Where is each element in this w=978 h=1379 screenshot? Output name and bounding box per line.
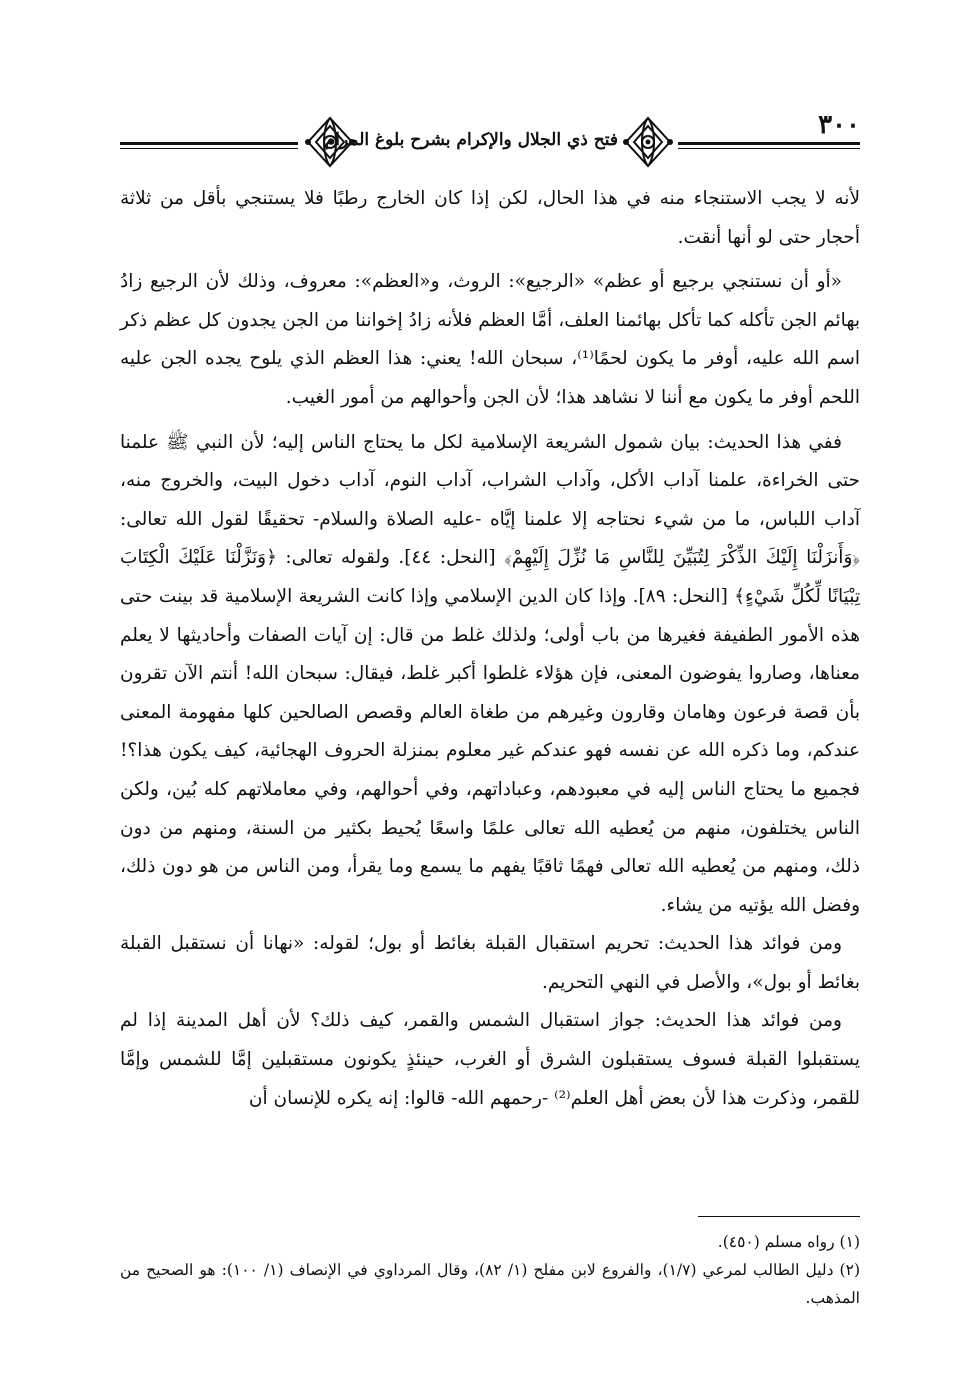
paragraph: «أو أن نستنجي برجيع أو عظم» «الرجيع»: الروث، و«العظم»: معروف، وذلك لأن الرجيع زادُ بهائم الجن تأكله كما تأكل بهائمنا العلف، أمَّا العظم فلأنه زادُ إخواننا من الجن يجدون كل عظم ذكر اسم الله عليه، أوفر ما يكون لحمًا⁽¹⁾، سبحان الله! يعني: هذا العظم الذي يلوح يجده الجن عليه اللحم أوفر ما يكون مع أننا لا نشاهد هذا؛ لأن الجن وأحوالهم من أمور الغيب. <box>120 271 860 408</box>
book-title: فتح ذي الجلال والإكرام بشرح بلوغ المرام <box>324 130 618 150</box>
paragraph: ومن فوائد هذا الحديث: جواز استقبال الشمس والقمر، كيف ذلك؟ لأن أهل المدينة إذا لم يستقبلوا القبلة فسوف يستقبلون الشرق أو الغرب، حينئذٍ يكونون مستقبلين إمَّا للشمس وإمَّا للقمر، وذكرت هذا لأن بعض أهل العلم⁽²⁾ -رحمهم الله- قالوا: إنه يكره للإنسان أن <box>120 1010 860 1109</box>
header-rule-left-thin <box>120 148 298 149</box>
paragraph: ومن فوائد هذا الحديث: تحريم استقبال القبلة بغائط أو بول؛ لقوله: «نهانا أن نستقبل القبلة بغائط أو بول»، والأصل في النهي التحريم. <box>120 933 860 993</box>
header-rule-right <box>678 142 860 145</box>
paragraph: لأنه لا يجب الاستنجاء منه في هذا الحال، لكن إذا كان الخارج رطبًا فلا يستنجي بأقل من ثلاثة أحجار حتى لو أنها أنقت. <box>120 188 860 248</box>
paragraph: ففي هذا الحديث: بيان شمول الشريعة الإسلامية لكل ما يحتاج الناس إليه؛ لأن النبي ﷺ علمنا حتى الخراءة، علمنا آداب الأكل، وآداب الشراب، آداب النوم، آداب دخول البيت، والخروج منه، آداب اللباس، ما من شيء نحتاجه إلا علمنا إيَّاه -عليه الصلاة والسلام- تحقيقًا لقول الله تعالى: ﴿وَأَنزَلْنَا إِلَيْكَ الذِّكْرَ لِتُبَيِّنَ لِلنَّاسِ مَا نُزِّلَ إِلَيْهِمْ﴾ [النحل: ٤٤]. ولقوله تعالى: ﴿وَنَزَّلْنَا عَلَيْكَ الْكِتَابَ تِبْيَانًا لِّكُلِّ شَيْءٍ﴾ [النحل: ٨٩]. وإذا كان الدين الإسلامي وإذا كانت الشريعة الإسلامية قد بينت حتى هذه الأمور الطفيفة فغيرها من باب أولى؛ ولذلك غلط من قال: إن آيات الصفات وأحاديثها لا يعلم معناها، وصاروا يفوضون المعنى، فإن هؤلاء غلطوا أكبر غلط، فيقال: سبحان الله! أنتم الآن تقرون بأن قصة فرعون وهامان وقارون وغيرهم من طغاة العالم وقصص الصالحين كلها مفهومة المعنى عندكم، وما ذكره الله عن نفسه فهو عندكم غير معلوم بمنزلة الحروف الهجائية، كيف يكون هذا؟! فجميع ما يحتاج الناس إليه في معبودهم، وعباداتهم، وفي أحوالهم، وفي معاملاتهم كله بُين، ولكن الناس يختلفون، منهم من يُعطيه الله تعالى علمًا واسعًا يُحيط بكثير من السنة، ومنهم من دون ذلك، ومنهم من يُعطيه الله تعالى فهمًا ثاقبًا يفهم ما يسمع وما يقرأ، ومن الناس من هو دون ذلك، وفضل الله يؤتيه من يشاء. <box>120 431 860 916</box>
footnote: (١) رواه مسلم (٤٥٠). <box>717 1233 860 1251</box>
footnote: (٢) دليل الطالب لمرعي (١/٧)، والفروع لابن مفلح (١/ ٨٢)، وقال المرداوي في الإنصاف (١/ ١٠٠): هو الصحيح من المذهب. <box>120 1261 860 1307</box>
page-header <box>120 108 860 168</box>
header-rule-right-thin <box>678 148 860 149</box>
main-text <box>120 180 860 1118</box>
footnotes <box>120 1228 860 1312</box>
page-number: ٣٠٠ <box>818 110 860 140</box>
header-rule-left <box>120 142 298 145</box>
footnote-separator <box>698 1216 860 1217</box>
ornament-icon <box>620 114 676 170</box>
